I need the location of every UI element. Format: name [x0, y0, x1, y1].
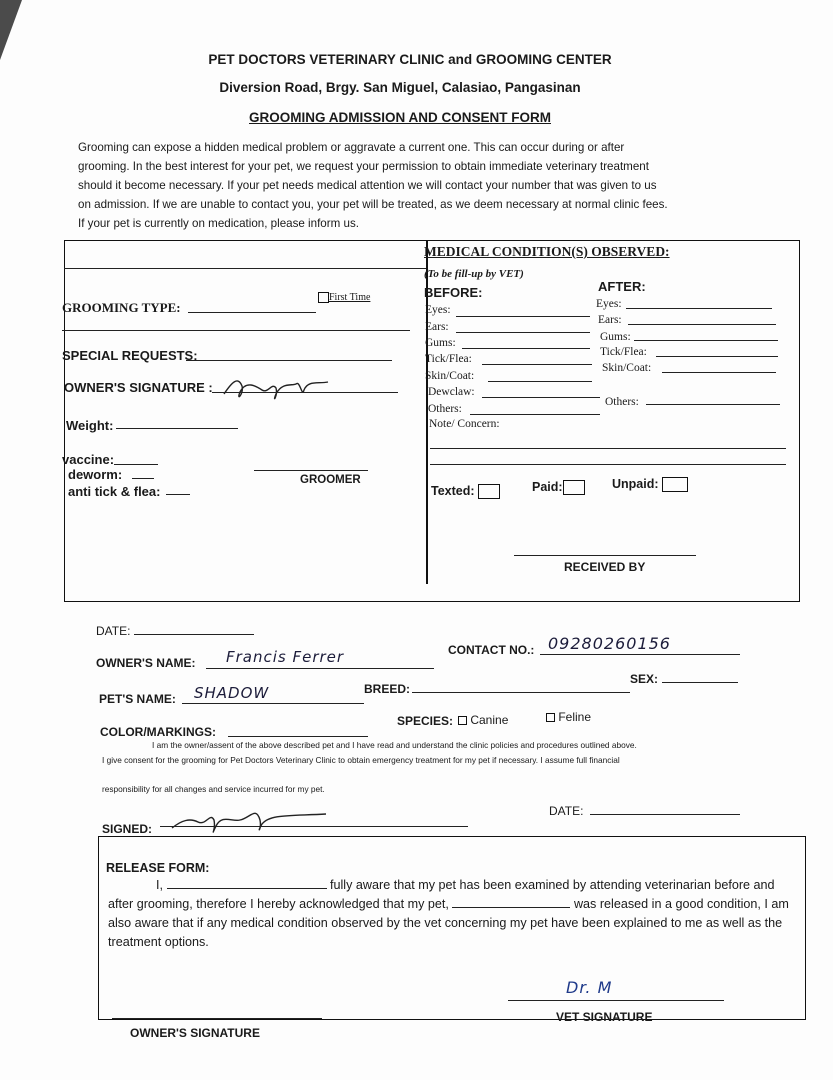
before-dewclaw-label: Dewclaw: [428, 386, 475, 398]
vaccine-field[interactable] [114, 464, 158, 465]
clinic-address: Diversion Road, Brgy. San Miguel, Calasiao, Pangasinan [219, 80, 581, 95]
page-corner-shadow [0, 0, 22, 60]
weight-field[interactable] [116, 428, 238, 429]
deworm-field[interactable] [132, 478, 154, 479]
owner-signature-label: OWNER'S SIGNATURE : [64, 380, 213, 395]
before-gums-field[interactable] [462, 348, 590, 349]
feline-checkbox[interactable] [546, 713, 555, 722]
after-skincoat-field[interactable] [662, 372, 776, 373]
feline-option[interactable] [546, 710, 591, 724]
intro-line: Grooming can expose a hidden medical problem or aggravate a current one. This can occur during or after [78, 141, 625, 154]
color-markings-field[interactable] [228, 736, 368, 737]
deworm-label: deworm: [68, 467, 123, 482]
release-text-part3: was released in a good condition, I am also aware that if any medical condition observed by the vet concerning my pet have been explained to me as well as the treatment options. [108, 897, 789, 949]
consent-line-2: I give consent for the grooming for Pet Doctors Veterinary Clinic to obtain emergency treatment for my pet if necessary. I assume full financial [102, 755, 620, 765]
before-skincoat-label: Skin/Coat: [425, 370, 475, 382]
intro-line: grooming. In the best interest for your pet, we request your permission to obtain immediate veterinary treatment [78, 160, 649, 173]
after-label: AFTER: [598, 279, 646, 294]
canine-checkbox[interactable] [458, 716, 467, 725]
release-pet-name-field[interactable] [452, 895, 570, 908]
before-skincoat-field[interactable] [488, 381, 592, 382]
medical-title: MEDICAL CONDITION(S) OBSERVED: [424, 244, 670, 259]
paid-option[interactable] [532, 480, 585, 495]
release-owner-signature-label: OWNER'S SIGNATURE [130, 1026, 260, 1040]
grooming-type-field[interactable] [188, 312, 316, 313]
before-ears-label: Ears: [425, 321, 449, 333]
first-time-option[interactable] [318, 292, 370, 303]
note-concern-label: Note/ Concern: [429, 418, 500, 430]
pet-name-label: PET'S NAME: [99, 692, 176, 706]
release-owner-name-field[interactable] [167, 876, 327, 889]
before-others-field[interactable] [470, 414, 600, 415]
sex-label: SEX: [630, 672, 659, 686]
box-top-rule [64, 268, 426, 269]
after-skincoat-label: Skin/Coat: [602, 362, 652, 374]
texted-label: Texted: [431, 484, 475, 498]
after-eyes-label: Eyes: [596, 298, 622, 310]
before-label: BEFORE: [424, 285, 483, 300]
feline-label: Feline [558, 710, 592, 724]
signed-signature-mark [170, 800, 330, 840]
received-by-label: RECEIVED BY [564, 560, 646, 574]
special-requests-label: SPECIAL REQUESTS: [62, 348, 198, 363]
after-gums-label: Gums: [600, 331, 631, 343]
vet-signature-label: VET SIGNATURE [556, 1010, 653, 1024]
consent-date-field[interactable] [590, 814, 740, 815]
contact-field[interactable] [540, 654, 740, 655]
paid-checkbox[interactable] [563, 480, 585, 495]
grooming-type-line-2[interactable] [62, 330, 410, 331]
after-gums-field[interactable] [634, 340, 778, 341]
release-text [108, 876, 798, 952]
consent-line-3: responsibility for all changes and service incurred for my pet. [102, 784, 325, 794]
breed-field[interactable] [412, 692, 630, 693]
after-ears-label: Ears: [598, 314, 622, 326]
intro-line: If your pet is currently on medication, please inform us. [78, 217, 359, 230]
release-text-i: I, [156, 878, 163, 892]
anti-tick-label: anti tick & flea: [68, 484, 161, 499]
before-eyes-label: Eyes: [425, 304, 451, 316]
canine-label: Canine [470, 713, 509, 727]
groomer-label: GROOMER [300, 474, 361, 486]
anti-tick-field[interactable] [166, 494, 190, 495]
date-field[interactable] [134, 634, 254, 635]
consent-line-1: I am the owner/assent of the above described pet and I have read and understand the clinic policies and procedures outlined above. [152, 740, 637, 750]
pet-name-value: SHADOW [194, 684, 270, 702]
after-eyes-field[interactable] [626, 308, 772, 309]
groomer-signature-field[interactable] [254, 470, 368, 471]
grooming-type-label: GROOMING TYPE: [62, 300, 181, 315]
signed-label: SIGNED: [102, 822, 153, 836]
release-owner-signature-field[interactable] [112, 1018, 322, 1019]
consent-date-label: DATE: [549, 804, 584, 818]
sex-field[interactable] [662, 682, 738, 683]
owner-signature-mark [222, 372, 332, 406]
vet-initials: Dr. M [566, 978, 613, 997]
vaccine-label: vaccine: [62, 452, 115, 467]
after-others-field[interactable] [646, 404, 780, 405]
after-ears-field[interactable] [628, 324, 776, 325]
note-line-1[interactable] [430, 448, 786, 449]
texted-option[interactable] [431, 484, 500, 499]
before-eyes-field[interactable] [456, 316, 590, 317]
before-gums-label: Gums: [425, 337, 456, 349]
species-label: SPECIES: [397, 714, 454, 728]
owner-name-label: OWNER'S NAME: [96, 656, 196, 670]
vet-signature-field[interactable] [508, 1000, 724, 1001]
after-tickflea-field[interactable] [656, 356, 778, 357]
medical-subtitle: (To be fill-up by VET) [424, 268, 524, 280]
unpaid-label: Unpaid: [612, 477, 659, 491]
first-time-checkbox[interactable] [318, 292, 329, 303]
canine-option[interactable] [458, 713, 508, 727]
date-label: DATE: [96, 624, 131, 638]
received-by-field[interactable] [514, 555, 696, 556]
unpaid-option[interactable] [612, 477, 688, 492]
color-markings-label: COLOR/MARKINGS: [100, 725, 216, 739]
after-others-label: Others: [605, 396, 639, 408]
note-line-2[interactable] [430, 464, 786, 465]
unpaid-checkbox[interactable] [662, 477, 688, 492]
before-tickflea-field[interactable] [482, 364, 592, 365]
before-ears-field[interactable] [456, 332, 590, 333]
contact-value: 09280260156 [548, 634, 671, 653]
release-title: RELEASE FORM: [106, 861, 210, 875]
owner-name-value: Francis Ferrer [226, 648, 345, 666]
intro-line: on admission. If we are unable to contact you, your pet will be treated, as we deem necessary at normal clinic fees. [78, 198, 668, 211]
contact-label: CONTACT NO.: [448, 643, 535, 657]
weight-label: Weight: [66, 418, 114, 433]
after-tickflea-label: Tick/Flea: [600, 346, 647, 358]
paid-label: Paid: [532, 480, 563, 494]
owner-name-field[interactable] [206, 668, 434, 669]
form-title: GROOMING ADMISSION AND CONSENT FORM [249, 110, 551, 125]
pet-name-field[interactable] [182, 703, 364, 704]
release-text-part2: fully aware that my pet has been examined by attending veterinarian before and after grooming, therefore I hereby acknowledged that my pet, [108, 878, 775, 911]
clinic-name: PET DOCTORS VETERINARY CLINIC and GROOMING CENTER [208, 52, 612, 67]
breed-label: BREED: [364, 682, 411, 696]
before-others-label: Others: [428, 403, 462, 415]
texted-checkbox[interactable] [478, 484, 500, 499]
before-dewclaw-field[interactable] [482, 397, 600, 398]
intro-line: should it become necessary. If your pet needs medical attention we will contact your number that was given to us [78, 179, 657, 192]
first-time-label: First Time [329, 292, 371, 304]
special-requests-field[interactable] [186, 360, 392, 361]
intro-paragraph [78, 138, 728, 233]
before-tickflea-label: Tick/Flea: [425, 353, 472, 365]
